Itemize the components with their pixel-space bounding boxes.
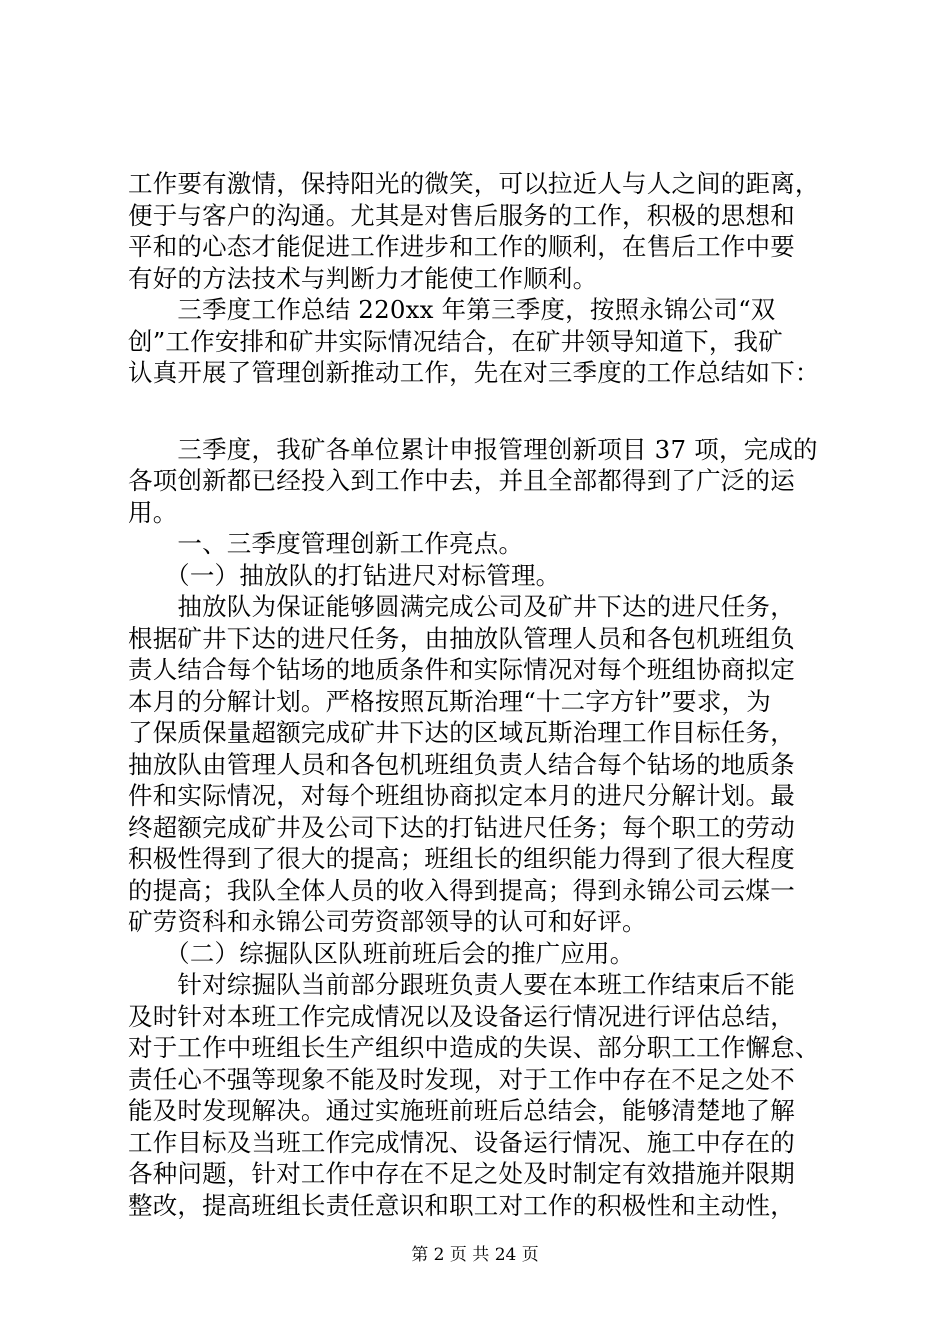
text-line: 针对综掘队当前部分跟班负责人要在本班工作结束后不能 [128,970,795,999]
document-body [128,168,828,1221]
text-line: 三季度工作总结 220xx 年第三季度，按照永锦公司“双 [128,295,776,324]
paragraph-q3-intro [128,294,828,389]
text-line: 抽放队为保证能够圆满完成公司及矿井下达的进尺任务， [128,592,795,621]
subsection-heading: （二）综掘队区队班前班后会的推广应用。 [128,938,635,968]
text-line: 各种问题，针对工作中存在不足之处及时制定有效措施并限期 [128,1159,795,1188]
text-line: 矿劳资科和永锦公司劳资部领导的认可和好评。 [128,907,647,936]
text-line: 整改，提高班组长责任意识和职工对工作的积极性和主动性， [128,1190,795,1220]
text-line: 积极性得到了很大的提高；班组长的组织能力得到了很大程度 [128,844,795,873]
text-line: 创”工作安排和矿井实际情况结合，在矿井领导知道下，我矿 [128,326,783,356]
text-line: 及时针对本班工作完成情况以及设备运行情况进行评估总结， [128,1001,795,1031]
text-line: 能及时发现解决。通过实施班前班后总结会，能够清楚地了解 [128,1096,795,1125]
text-line: 用。 [128,497,178,527]
subsection-heading: （一）抽放队的打钻进尺对标管理。 [128,560,561,590]
text-line: 了保质保量超额完成矿井下达的区域瓦斯治理工作目标任务， [128,718,795,747]
text-line: 对于工作中班组长生产组织中造成的失误、部分职工工作懈怠、 [128,1033,820,1062]
text-line: 抽放队由管理人员和各包机班组负责人结合每个钻场的地质条 [128,749,795,779]
text-line: 终超额完成矿井及公司下达的打钻进尺任务；每个职工的劳动 [128,812,795,842]
text-line: 有好的方法技术与判断力才能使工作顺利。 [128,263,598,293]
text-line: 责任心不强等现象不能及时发现，对于工作中存在不足之处不 [128,1064,795,1094]
paragraph-q3-details [128,434,828,1222]
text-line: 便于与客户的沟通。尤其是对售后服务的工作，积极的思想和 [128,200,795,230]
text-line: 三季度，我矿各单位累计申报管理创新项目 37 项，完成的 [128,434,818,464]
text-line: 认真开展了管理创新推动工作，先在对三季度的工作总结如下： [128,358,820,387]
paragraph-gap [128,389,828,434]
text-line: 根据矿井下达的进尺任务，由抽放队管理人员和各包机班组负 [128,623,795,653]
text-line: 本月的分解计划。严格按照瓦斯治理“十二字方针”要求，为 [128,686,771,716]
text-line: 平和的心态才能促进工作进步和工作的顺利，在售后工作中要 [128,232,795,261]
page-number-footer: 第 2 页 共 24 页 [411,1245,539,1265]
text-line: 工作要有激情，保持阳光的微笑，可以拉近人与人之间的距离， [128,169,820,198]
paragraph-after-sales [128,168,828,294]
text-line: 各项创新都已经投入到工作中去，并且全部都得到了广泛的运 [128,466,795,495]
text-line: 责人结合每个钻场的地质条件和实际情况对每个班组协商拟定 [128,655,795,684]
text-line: 工作目标及当班工作完成情况、设备运行情况、施工中存在的 [128,1127,795,1157]
text-line: 件和实际情况，对每个班组协商拟定本月的进尺分解计划。最 [128,781,795,810]
section-heading: 一、三季度管理创新工作亮点。 [128,529,524,558]
text-line: 的提高；我队全体人员的收入得到提高；得到永锦公司云煤一 [128,875,795,905]
